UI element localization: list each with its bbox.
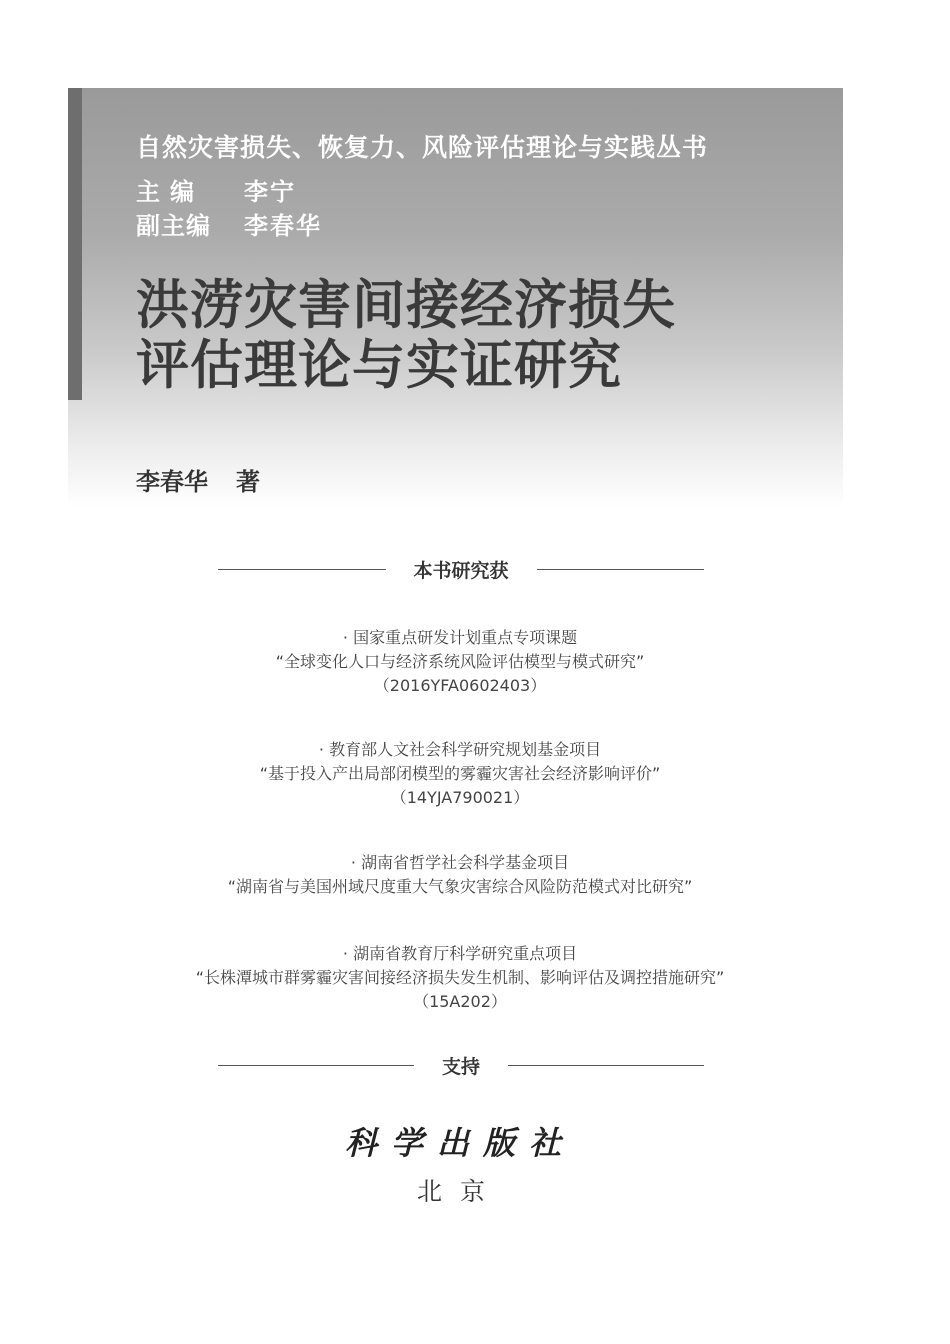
divider-right [537,569,705,570]
divider-left [218,1065,414,1066]
divider-right [508,1065,704,1066]
series-title: 自然灾害损失、恢复力、风险评估理论与实践丛书 [136,133,709,162]
grant-project: “全球变化人口与经济系统风险评估模型与模式研究” [275,652,645,671]
grant-item [140,851,780,899]
author-name: 李春华 [136,468,208,496]
grant-project: “基于投入产出局部闭模型的雾霾灾害社会经济影响评价” [259,764,661,783]
grant-code: （14YJA790021） [390,788,530,807]
grant-program: · 湖南省教育厅科学研究重点项目 [342,944,578,963]
grant-code: （2016YFA0602403） [373,676,547,695]
publisher-name: 科学出版社 [344,1124,575,1162]
book-title-line1: 洪涝灾害间接经济损失 [136,275,676,336]
grant-code: （15A202） [413,992,507,1011]
funding-footer-row [218,1052,704,1079]
grant-item [140,626,780,698]
grant-item [140,738,780,810]
author-line [136,462,260,497]
grant-program: · 湖南省哲学社会科学基金项目 [350,853,570,872]
book-title-line2: 评估理论与实证研究 [136,335,622,396]
publisher-city: 北京 [416,1177,503,1206]
grant-program: · 国家重点研发计划重点专项课题 [342,628,578,647]
grant-project: “长株潭城市群雾霾灾害间接经济损失发生机制、影响评估及调控措施研究” [195,968,725,987]
deputy-editor-line [136,206,322,241]
editor-name: 李宁 [244,178,296,206]
cover-banner-bar [68,88,82,400]
funding-footer: 支持 [442,1056,481,1078]
grant-item [140,942,780,1014]
book-title [136,276,676,396]
editor-role: 主编 [136,178,204,206]
funding-header-row [218,556,704,583]
grant-project: “湖南省与美国州域尺度重大气象灾害综合风险防范模式对比研究” [227,877,693,896]
grant-program: · 教育部人文社会科学研究规划基金项目 [318,740,602,759]
editor-line [136,172,296,207]
author-role: 著 [236,468,260,496]
divider-left [218,569,386,570]
deputy-editor-name: 李春华 [244,212,322,240]
funding-header: 本书研究获 [413,560,509,582]
deputy-editor-role: 副主编 [136,212,211,240]
